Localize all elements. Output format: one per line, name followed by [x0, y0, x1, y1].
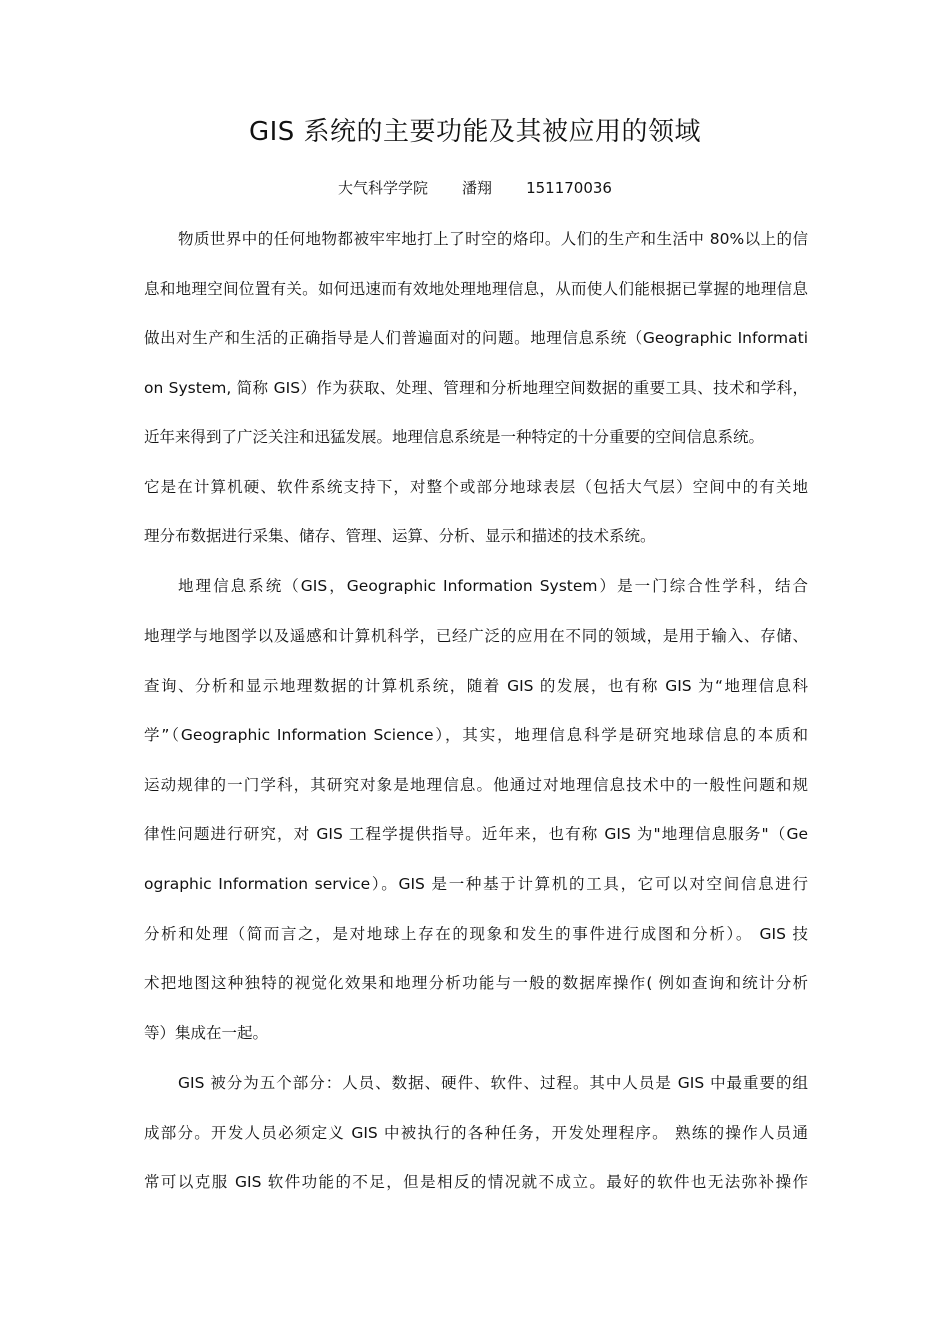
paragraph-line: 息和地理空间位置有关。如何迅速而有效地处理地理信息，从而使人们能根据已掌握的地理信息 — [144, 280, 808, 298]
paragraph-line: 成部分。开发人员必须定义 GIS 中被执行的各种任务，开发处理程序。 熟练的操作人员通 — [144, 1124, 808, 1142]
paragraph-line: 律性问题进行研究，对 GIS 工程学提供指导。近年来，也有称 GIS 为"地理信息服务"（Ge — [144, 825, 808, 843]
paragraph-line: on System, 简称 GIS）作为获取、处理、管理和分析地理空间数据的重要工具、技术和学科， — [144, 379, 808, 397]
author-name: 潘翔 — [462, 179, 493, 197]
paragraph-line: 学”（Geographic Information Science），其实，地理信息科学是研究地球信息的本质和 — [144, 726, 808, 744]
paragraph-line: GIS 被分为五个部分：人员、数据、硬件、软件、过程。其中人员是 GIS 中最重要的组 — [178, 1074, 808, 1092]
paragraph-line: 常可以克服 GIS 软件功能的不足，但是相反的情况就不成立。最好的软件也无法弥补操作 — [144, 1173, 808, 1191]
paragraph-line: 地理信息系统（GIS，Geographic Information System）是一门综合性学科，结合 — [178, 577, 808, 595]
paragraph-line: 理分布数据进行采集、储存、管理、运算、分析、显示和描述的技术系统。 — [144, 527, 656, 545]
document-title: GIS 系统的主要功能及其被应用的领域 — [248, 117, 702, 147]
paragraph-line: 术把地图这种独特的视觉化效果和地理分析功能与一般的数据库操作( 例如查询和统计分析 — [144, 974, 808, 992]
paragraph-line: 近年来得到了广泛关注和迅猛发展。地理信息系统是一种特定的十分重要的空间信息系统。 — [144, 428, 765, 446]
paragraph-line: 做出对生产和生活的正确指导是人们普遍面对的问题。地理信息系统（Geographic Informati — [144, 329, 808, 347]
paragraph-line: 运动规律的一门学科，其研究对象是地理信息。他通过对地理信息技术中的一般性问题和规 — [144, 776, 808, 794]
paragraph-line: 等）集成在一起。 — [144, 1024, 269, 1042]
paragraph-line: 分析和处理（简而言之，是对地球上存在的现象和发生的事件进行成图和分析）。 GIS 技 — [144, 925, 808, 943]
byline — [0, 176, 950, 200]
paragraph-line: 查询、分析和显示地理数据的计算机系统，随着 GIS 的发展，也有称 GIS 为“地理信息科 — [144, 677, 808, 695]
paragraph-line: 它是在计算机硬、软件系统支持下，对整个或部分地球表层（包括大气层）空间中的有关地 — [144, 478, 808, 496]
paragraph-line: ographic Information service）。GIS 是一种基于计算机的工具，它可以对空间信息进行 — [144, 875, 808, 893]
paragraph-line: 地理学与地图学以及遥感和计算机科学，已经广泛的应用在不同的领域，是用于输入、存储、 — [144, 627, 808, 645]
paragraph-line: 物质世界中的任何地物都被牢牢地打上了时空的烙印。人们的生产和生活中 80%以上的信 — [178, 230, 808, 248]
student-id: 151170036 — [526, 179, 612, 197]
author-department: 大气科学学院 — [338, 179, 429, 197]
